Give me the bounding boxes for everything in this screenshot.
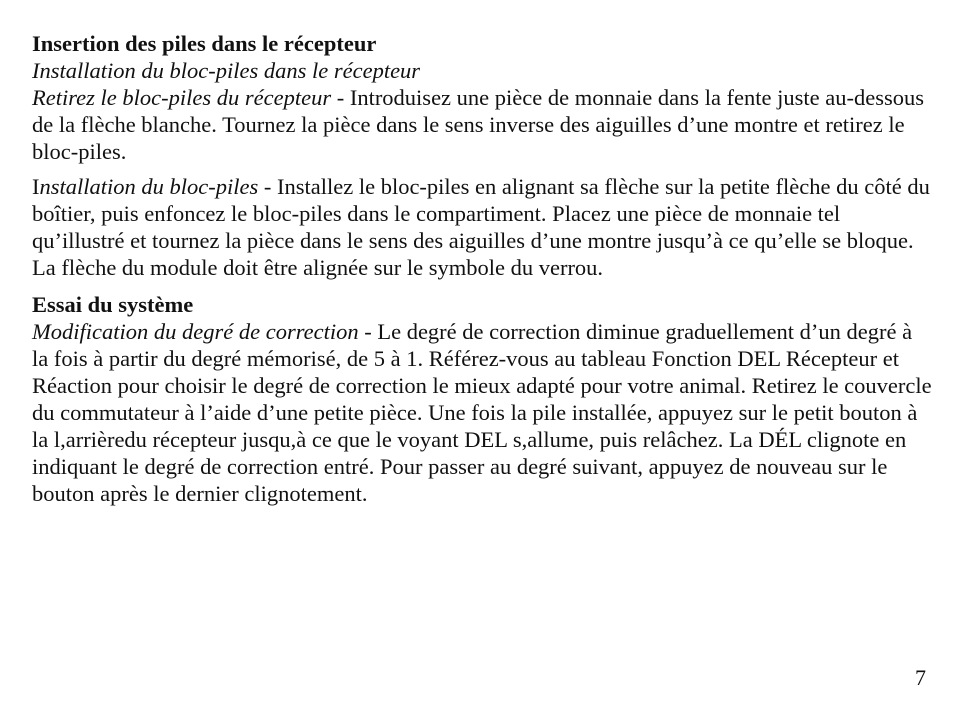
paragraph-body-correction-level: - Le degré de correction diminue graduellement d’un degré à la fois à partir du degré mémorisé, de 5 à 1. Référez-vous au tableau Fonction DEL Récepteur et Réaction pour choisir le degré de correction le mieux adapté pour votre animal. Retirez le couvercle du commutateur à l’aide d’une petite pièce. Une fois la pile installée, appuyez sur le petit bouton à la l,arrièredu récepteur jusqu,à ce que le voyant DEL s,allume, puis relâchez. La DÉL clignote en indiquant le degré de correction entré. Pour passer au degré suivant, appuyez de nouveau sur le bouton après le dernier clignotement. [32, 319, 932, 506]
paragraph-remove-battery [32, 84, 932, 165]
paragraph-body-remove-battery: - Introduisez une pièce de monnaie dans la fente juste au-dessous de la flèche blanche. Tournez la pièce dans le sens inverse des aiguilles d’une montre et retirez le bloc-piles. [32, 85, 924, 164]
paragraph-install-battery [32, 173, 932, 281]
document-page [32, 30, 932, 507]
subheading-battery-pack-install: Installation du bloc-piles dans le récepteur [32, 58, 421, 83]
page-number: 7 [915, 665, 926, 690]
paragraph-body-install-battery: - Installez le bloc-piles en alignant sa flèche sur la petite flèche du côté du boîtier, puis enfoncez le bloc-piles dans le compartiment. Placez une pièce de monnaie tel qu’illustré et tournez la pièce dans le sens des aiguilles d’une montre jusqu’à ce qu’elle se bloque. La flèche du module doit être alignée sur le symbole du verrou. [32, 174, 930, 280]
paragraph-lead-correction-level: Modification du degré de correction [32, 319, 359, 344]
paragraph-lead-install-battery: nstallation du bloc-piles [39, 174, 259, 199]
paragraph-correction-level [32, 318, 932, 507]
section-heading-battery-insertion: Insertion des piles dans le récepteur [32, 31, 377, 56]
section-heading-system-test: Essai du système [32, 292, 194, 317]
paragraph-initial-install-battery: I [32, 174, 40, 199]
paragraph-lead-remove-battery: Retirez le bloc-piles du récepteur [32, 85, 332, 110]
